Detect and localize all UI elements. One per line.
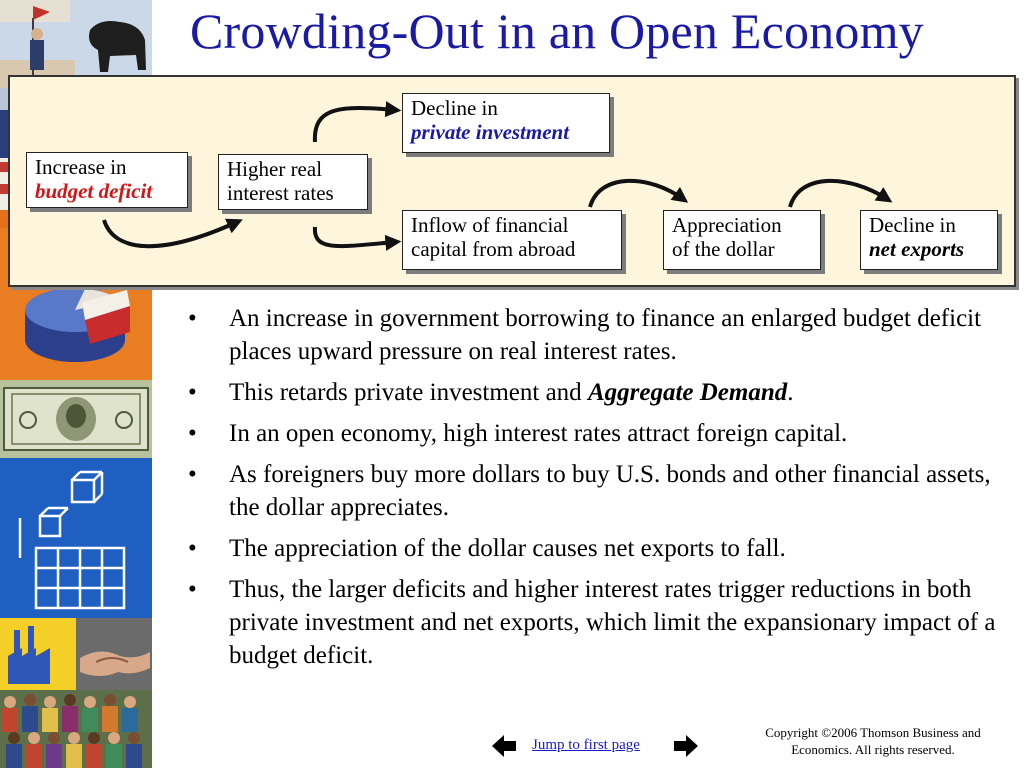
box-rates-line1: Higher real	[227, 157, 323, 181]
panel-crowd	[0, 690, 152, 768]
box-exports-line1: Decline in	[869, 213, 956, 237]
bullet-dot-icon: •	[188, 420, 197, 447]
bullet-text: The appreciation of the dollar causes net exports to fall.	[229, 535, 786, 562]
arrow-appreciation-to-exports	[790, 181, 887, 207]
arrow-inflow-to-appreciation	[590, 181, 683, 207]
jump-to-first-page-link[interactable]: Jump to first page	[532, 737, 640, 753]
box-increase-budget-deficit	[26, 152, 188, 208]
box-rates-line2: interest rates	[227, 181, 334, 205]
next-slide-arrow-icon[interactable]	[672, 733, 700, 764]
bullet-text: This retards private investment and	[229, 379, 588, 406]
bullet-text-end: .	[787, 379, 794, 406]
box-inflow-line2: capital from abroad	[411, 237, 576, 261]
box-budget-line1: Increase in	[35, 155, 127, 179]
bullet-dot-icon: •	[188, 379, 197, 406]
bullet-item	[186, 376, 1016, 409]
copyright-notice	[740, 724, 1006, 758]
arrow-rates-to-inflow	[315, 227, 395, 246]
panel-building-blocks	[0, 458, 152, 618]
panel-factory-handshake	[0, 618, 152, 690]
bullet-text: An increase in government borrowing to finance an enlarged budget deficit places upward pressure on real interest rates.	[229, 305, 982, 365]
box-appreciation-line2: of the dollar	[672, 237, 775, 261]
flow-diagram	[8, 75, 1016, 287]
box-appreciation-line1: Appreciation	[672, 213, 782, 237]
box-investment-line2: private investment	[411, 120, 570, 144]
bullet-item	[186, 458, 1016, 524]
bullet-item	[186, 573, 1016, 672]
bullet-dot-icon: •	[188, 305, 197, 332]
copyright-line2: Economics. All rights reserved.	[791, 742, 955, 757]
arrow-deficit-to-rates	[104, 220, 237, 246]
bullet-text: In an open economy, high interest rates attract foreign capital.	[229, 420, 848, 447]
box-exports-line2: net exports	[869, 237, 965, 261]
bullet-dot-icon: •	[188, 535, 197, 562]
slide-title: Crowding-Out in an Open Economy	[190, 3, 924, 59]
box-inflow-financial-capital	[402, 210, 622, 270]
bullet-text: Thus, the larger deficits and higher interest rates trigger reductions in both private investment and net exports, which limit the expansionary impact of a budget deficit.	[229, 576, 996, 669]
bullet-dot-icon: •	[188, 576, 197, 603]
box-investment-line1: Decline in	[411, 96, 498, 120]
box-higher-real-interest-rates	[218, 154, 368, 210]
bullet-item	[186, 302, 1016, 368]
bullet-item	[186, 417, 1016, 450]
box-decline-net-exports	[860, 210, 998, 270]
bullet-text: As foreigners buy more dollars to buy U.S. bonds and other financial assets, the dollar appreciates.	[229, 461, 991, 521]
bullet-emphasis: Aggregate Demand	[587, 379, 788, 406]
bullet-item	[186, 532, 1016, 565]
box-budget-line2: budget deficit	[35, 179, 153, 203]
box-appreciation-of-dollar	[663, 210, 821, 270]
previous-slide-arrow-icon[interactable]	[490, 733, 518, 764]
copyright-line1: Copyright ©2006 Thomson Business and	[765, 725, 981, 740]
bullet-list	[186, 302, 1016, 680]
panel-dollar-bill	[0, 380, 152, 458]
bullet-dot-icon: •	[188, 461, 197, 488]
slide-navigation	[490, 732, 700, 762]
arrow-rates-to-investment	[315, 108, 395, 142]
box-inflow-line1: Inflow of financial	[411, 213, 569, 237]
box-decline-private-investment	[402, 93, 610, 153]
